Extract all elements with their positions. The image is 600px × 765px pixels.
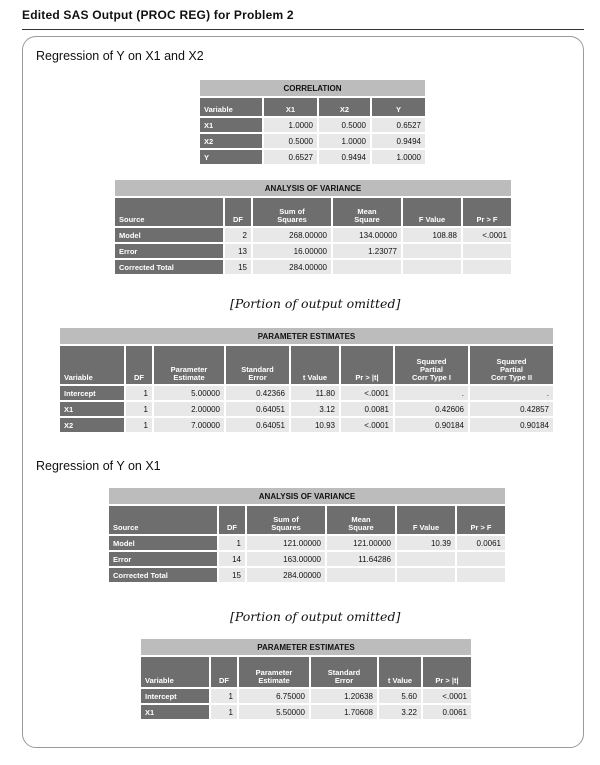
row-label: Error — [115, 244, 223, 258]
row-label: Intercept — [141, 689, 209, 703]
table-cell: 5.50000 — [239, 705, 309, 719]
table-row — [115, 244, 511, 258]
column-header: Variable — [141, 657, 209, 687]
table-cell: 0.42606 — [395, 402, 468, 416]
section-title: Regression of Y on X1 — [36, 459, 161, 473]
table-cell: 2.00000 — [154, 402, 224, 416]
table-row — [115, 260, 511, 274]
omitted-note: [Portion of output omitted] — [230, 296, 401, 311]
column-header: Standard Error — [226, 346, 289, 384]
column-header: Parameter Estimate — [239, 657, 309, 687]
table-cell: 108.88 — [403, 228, 461, 242]
column-header: Squared Partial Corr Type I — [395, 346, 468, 384]
row-label: X2 — [200, 134, 262, 148]
table-cell: 284.00000 — [247, 568, 325, 582]
table-caption: PARAMETER ESTIMATES — [141, 639, 471, 655]
parameter-estimates-table — [139, 637, 473, 721]
column-header: X2 — [319, 98, 370, 116]
column-header: t Value — [379, 657, 421, 687]
column-header: Parameter Estimate — [154, 346, 224, 384]
table-cell: 284.00000 — [253, 260, 331, 274]
table-cell: 1.0000 — [319, 134, 370, 148]
table-cell: 15 — [225, 260, 251, 274]
page-title: Edited SAS Output (PROC REG) for Problem 2 — [22, 8, 294, 22]
table-cell: 1 — [211, 705, 237, 719]
row-label: Model — [115, 228, 223, 242]
row-label: X1 — [141, 705, 209, 719]
correlation-table — [198, 78, 427, 166]
table-cell: 0.5000 — [264, 134, 317, 148]
column-header: Source — [109, 506, 217, 534]
table-cell: . — [395, 386, 468, 400]
row-label: X2 — [60, 418, 124, 432]
table-row — [200, 118, 425, 132]
column-header: F Value — [397, 506, 455, 534]
column-header: Mean Square — [327, 506, 395, 534]
table-cell: 1 — [211, 689, 237, 703]
table-cell: 0.9494 — [372, 134, 425, 148]
table-cell: <.0001 — [463, 228, 511, 242]
row-label: X1 — [200, 118, 262, 132]
column-header: Squared Partial Corr Type II — [470, 346, 553, 384]
table-cell: 0.64051 — [226, 418, 289, 432]
table-cell: 0.42857 — [470, 402, 553, 416]
table-cell: 1 — [126, 386, 152, 400]
table-cell: 5.00000 — [154, 386, 224, 400]
table-row — [200, 150, 425, 164]
row-label: Intercept — [60, 386, 124, 400]
row-label: X1 — [60, 402, 124, 416]
table-cell: 1.0000 — [264, 118, 317, 132]
table-cell: 14 — [219, 552, 245, 566]
table-row — [109, 568, 505, 582]
column-header: DF — [211, 657, 237, 687]
row-label: Corrected Total — [109, 568, 217, 582]
column-header: Variable — [200, 98, 262, 116]
table-cell: 121.00000 — [247, 536, 325, 550]
row-label: Corrected Total — [115, 260, 223, 274]
table-row — [60, 386, 553, 400]
table-row — [60, 418, 553, 432]
column-header: Standard Error — [311, 657, 377, 687]
table-cell: 0.0061 — [457, 536, 505, 550]
table-cell: 16.00000 — [253, 244, 331, 258]
table-cell: 5.60 — [379, 689, 421, 703]
table-cell — [333, 260, 401, 274]
table-cell: 0.0081 — [341, 402, 393, 416]
table-cell: 7.00000 — [154, 418, 224, 432]
table-row — [141, 689, 471, 703]
table-row — [115, 228, 511, 242]
column-header: X1 — [264, 98, 317, 116]
table-cell: 3.12 — [291, 402, 339, 416]
table-cell: 134.00000 — [333, 228, 401, 242]
table-cell: 1 — [219, 536, 245, 550]
table-cell: <.0001 — [341, 418, 393, 432]
parameter-estimates-table — [58, 326, 555, 434]
table-cell: 13 — [225, 244, 251, 258]
table-row — [109, 552, 505, 566]
table-cell: 0.64051 — [226, 402, 289, 416]
row-label: Y — [200, 150, 262, 164]
table-cell: 0.6527 — [372, 118, 425, 132]
table-cell: 15 — [219, 568, 245, 582]
table-cell: 3.22 — [379, 705, 421, 719]
table-cell: 0.9494 — [319, 150, 370, 164]
column-header: DF — [219, 506, 245, 534]
column-header: Pr > |t| — [423, 657, 471, 687]
table-cell: . — [470, 386, 553, 400]
section-title: Regression of Y on X1 and X2 — [36, 49, 204, 63]
column-header: Source — [115, 198, 223, 226]
table-cell: 6.75000 — [239, 689, 309, 703]
table-caption: ANALYSIS OF VARIANCE — [115, 180, 511, 196]
anova-table — [107, 486, 507, 584]
table-cell — [463, 244, 511, 258]
table-cell — [457, 568, 505, 582]
column-header: t Value — [291, 346, 339, 384]
table-cell: 1.0000 — [372, 150, 425, 164]
column-header: Pr > F — [463, 198, 511, 226]
table-cell — [403, 244, 461, 258]
table-cell: 1.70608 — [311, 705, 377, 719]
table-cell: 10.93 — [291, 418, 339, 432]
title-divider — [22, 29, 584, 30]
table-cell: <.0001 — [341, 386, 393, 400]
column-header: Mean Square — [333, 198, 401, 226]
table-cell: 0.0061 — [423, 705, 471, 719]
column-header: F Value — [403, 198, 461, 226]
table-cell: 163.00000 — [247, 552, 325, 566]
column-header: Sum of Squares — [253, 198, 331, 226]
table-cell: 121.00000 — [327, 536, 395, 550]
table-cell: 1 — [126, 402, 152, 416]
table-cell: 2 — [225, 228, 251, 242]
table-cell: 0.90184 — [395, 418, 468, 432]
table-cell — [327, 568, 395, 582]
column-header: Sum of Squares — [247, 506, 325, 534]
table-cell: 1 — [126, 418, 152, 432]
table-cell: 11.80 — [291, 386, 339, 400]
table-row — [109, 536, 505, 550]
table-caption: PARAMETER ESTIMATES — [60, 328, 553, 344]
table-row — [141, 705, 471, 719]
table-cell: 1.23077 — [333, 244, 401, 258]
table-cell: 10.39 — [397, 536, 455, 550]
column-header: Variable — [60, 346, 124, 384]
row-label: Model — [109, 536, 217, 550]
anova-table — [113, 178, 513, 276]
column-header: DF — [225, 198, 251, 226]
column-header: Pr > F — [457, 506, 505, 534]
table-cell — [403, 260, 461, 274]
table-cell — [397, 552, 455, 566]
table-cell: <.0001 — [423, 689, 471, 703]
row-label: Error — [109, 552, 217, 566]
table-row — [60, 402, 553, 416]
table-cell: 0.6527 — [264, 150, 317, 164]
table-cell — [457, 552, 505, 566]
table-cell: 0.42366 — [226, 386, 289, 400]
table-cell: 0.5000 — [319, 118, 370, 132]
table-cell: 11.64286 — [327, 552, 395, 566]
table-cell: 0.90184 — [470, 418, 553, 432]
table-cell: 1.20638 — [311, 689, 377, 703]
column-header: Y — [372, 98, 425, 116]
table-cell: 268.00000 — [253, 228, 331, 242]
table-cell — [463, 260, 511, 274]
column-header: DF — [126, 346, 152, 384]
table-row — [200, 134, 425, 148]
column-header: Pr > |t| — [341, 346, 393, 384]
omitted-note: [Portion of output omitted] — [230, 609, 401, 624]
table-cell — [397, 568, 455, 582]
table-caption: ANALYSIS OF VARIANCE — [109, 488, 505, 504]
table-caption: CORRELATION — [200, 80, 425, 96]
